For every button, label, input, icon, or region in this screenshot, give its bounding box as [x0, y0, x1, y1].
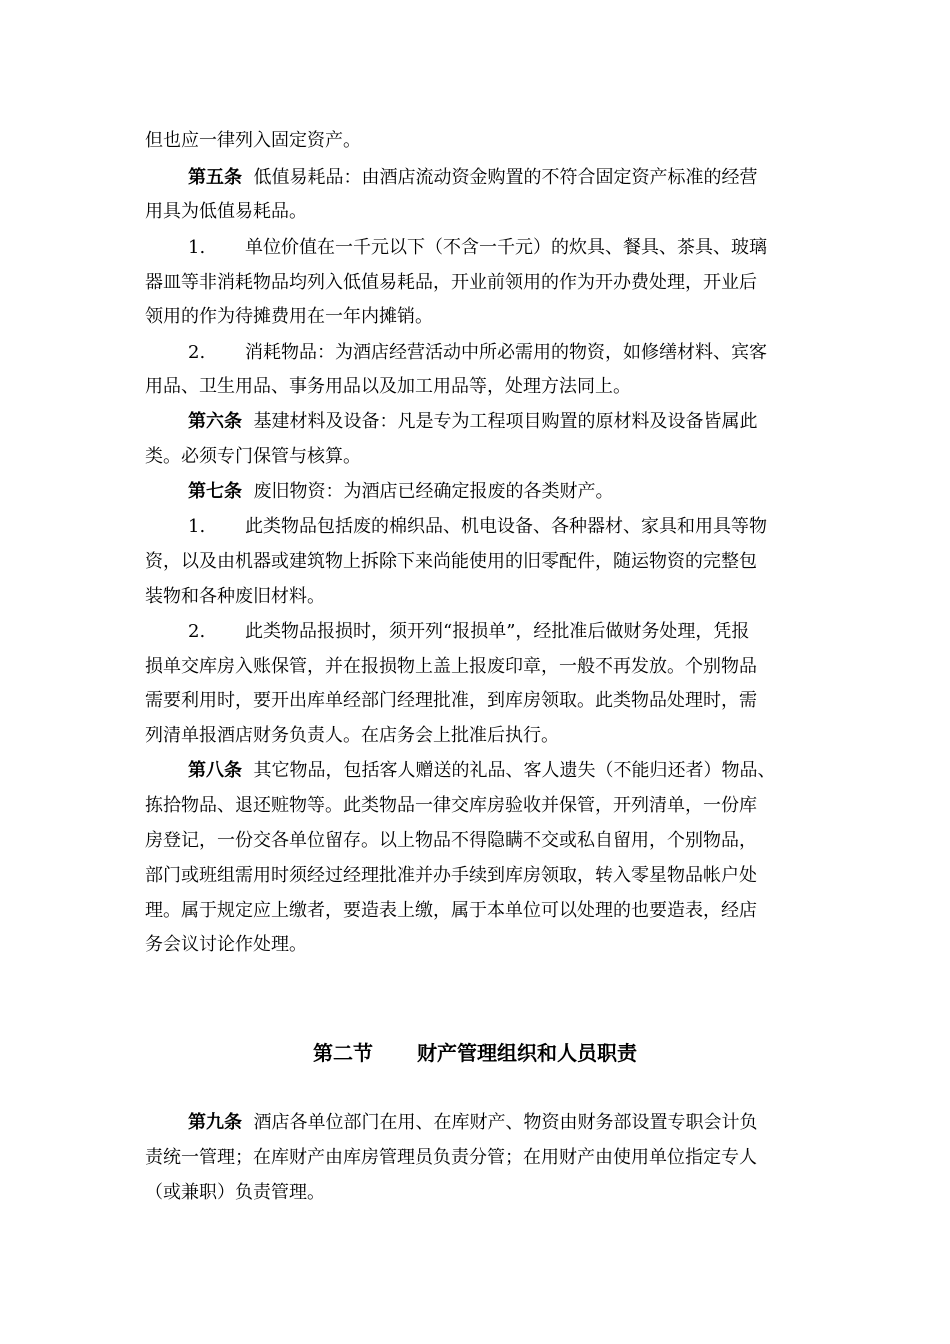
section-title: 财产管理组织和人员职责	[417, 1041, 637, 1065]
line-text: 类。必须专门保管与核算。	[145, 446, 361, 467]
item-number: 1.	[188, 237, 206, 258]
article-label: 第九条	[188, 1112, 242, 1133]
list-item-1	[188, 516, 767, 538]
text-line	[145, 900, 757, 922]
line-text: 资，以及由机器或建筑物上拆除下来尚能使用的旧零配件，随运物资的完整包	[145, 551, 757, 572]
item-number: 1.	[188, 516, 206, 537]
text-line	[145, 830, 757, 852]
line-text: 理。属于规定应上缴者，要造表上缴，属于本单位可以处理的也要造表，经店	[145, 900, 757, 921]
section-heading	[0, 1040, 950, 1066]
line-text: （或兼职）负责管理。	[145, 1182, 325, 1203]
item-number: 2.	[188, 342, 206, 363]
text-line	[145, 446, 361, 468]
text-line	[145, 306, 433, 328]
line-text: 但也应一律列入固定资产。	[145, 130, 361, 151]
line-text: 消耗物品：为酒店经营活动中所必需用的物资，如修缮材料、宾客	[245, 342, 767, 363]
line-text: 用品、卫生用品、事务用品以及加工用品等，处理方法同上。	[145, 376, 631, 397]
text-line	[145, 201, 307, 223]
article-label: 第六条	[188, 411, 242, 432]
line-text: 务会议讨论作处理。	[145, 934, 307, 955]
line-text: 装物和各种废旧材料。	[145, 586, 325, 607]
article-6	[188, 411, 757, 433]
article-label: 第五条	[188, 167, 242, 188]
line-text: 需要利用时，要开出库单经部门经理批准，到库房领取。此类物品处理时，需	[145, 690, 757, 711]
text-line	[145, 586, 325, 608]
text-line	[145, 865, 757, 887]
list-item-2	[188, 621, 749, 643]
line-text: 器皿等非消耗物品均列入低值易耗品，开业前领用的作为开办费处理，开业后	[145, 272, 757, 293]
text-line	[145, 376, 631, 398]
line-text: 用具为低值易耗品。	[145, 201, 307, 222]
line-text: 单位价值在一千元以下（不含一千元）的炊具、餐具、茶具、玻璃	[245, 237, 767, 258]
line-text: 列清单报酒店财务负责人。在店务会上批准后执行。	[145, 725, 559, 746]
line-text: 低值易耗品：由酒店流动资金购置的不符合固定资产标准的经营	[253, 167, 758, 188]
text-line	[145, 551, 757, 573]
line-text: 酒店各单位部门在用、在库财产、物资由财务部设置专职会计负	[253, 1112, 758, 1133]
item-number: 2.	[188, 621, 206, 642]
line-text: 其它物品，包括客人赠送的礼品、客人遗失（不能归还者）物品、	[253, 760, 776, 781]
line-text: 此类物品报损时，须开列“报损单”，经批准后做财务处理，凭报	[245, 621, 750, 642]
text-line	[145, 1182, 325, 1204]
text-line	[145, 130, 361, 152]
article-label: 第八条	[188, 760, 242, 781]
line-text: 废旧物资：为酒店已经确定报废的各类财产。	[253, 481, 614, 502]
text-line	[145, 725, 559, 747]
line-text: 基建材料及设备：凡是专为工程项目购置的原材料及设备皆属此	[253, 411, 758, 432]
text-line	[145, 656, 757, 678]
article-5	[188, 167, 757, 189]
line-text: 部门或班组需用时须经过经理批准并办手续到库房领取，转入零星物品帐户处	[145, 865, 757, 886]
section-number: 第二节	[313, 1041, 373, 1065]
line-text: 拣拾物品、退还赃物等。此类物品一律交库房验收并保管，开列清单，一份库	[145, 795, 757, 816]
article-8	[188, 760, 775, 782]
text-line	[145, 272, 757, 294]
line-text: 房登记，一份交各单位留存。以上物品不得隐瞒不交或私自留用，个别物品，	[145, 830, 757, 851]
text-line	[145, 690, 757, 712]
article-7	[188, 481, 613, 503]
text-line	[145, 934, 307, 956]
line-text: 损单交库房入账保管，并在报损物上盖上报废印章，一般不再发放。个别物品	[145, 656, 757, 677]
list-item-1	[188, 237, 767, 259]
article-label: 第七条	[188, 481, 242, 502]
line-text: 此类物品包括废的棉织品、机电设备、各种器材、家具和用具等物	[245, 516, 767, 537]
text-line	[145, 1147, 757, 1169]
article-9	[188, 1112, 757, 1134]
list-item-2	[188, 342, 767, 364]
line-text: 责统一管理；在库财产由库房管理员负责分管；在用财产由使用单位指定专人	[145, 1147, 757, 1168]
line-text: 领用的作为待摊费用在一年内摊销。	[145, 306, 433, 327]
text-line	[145, 795, 757, 817]
